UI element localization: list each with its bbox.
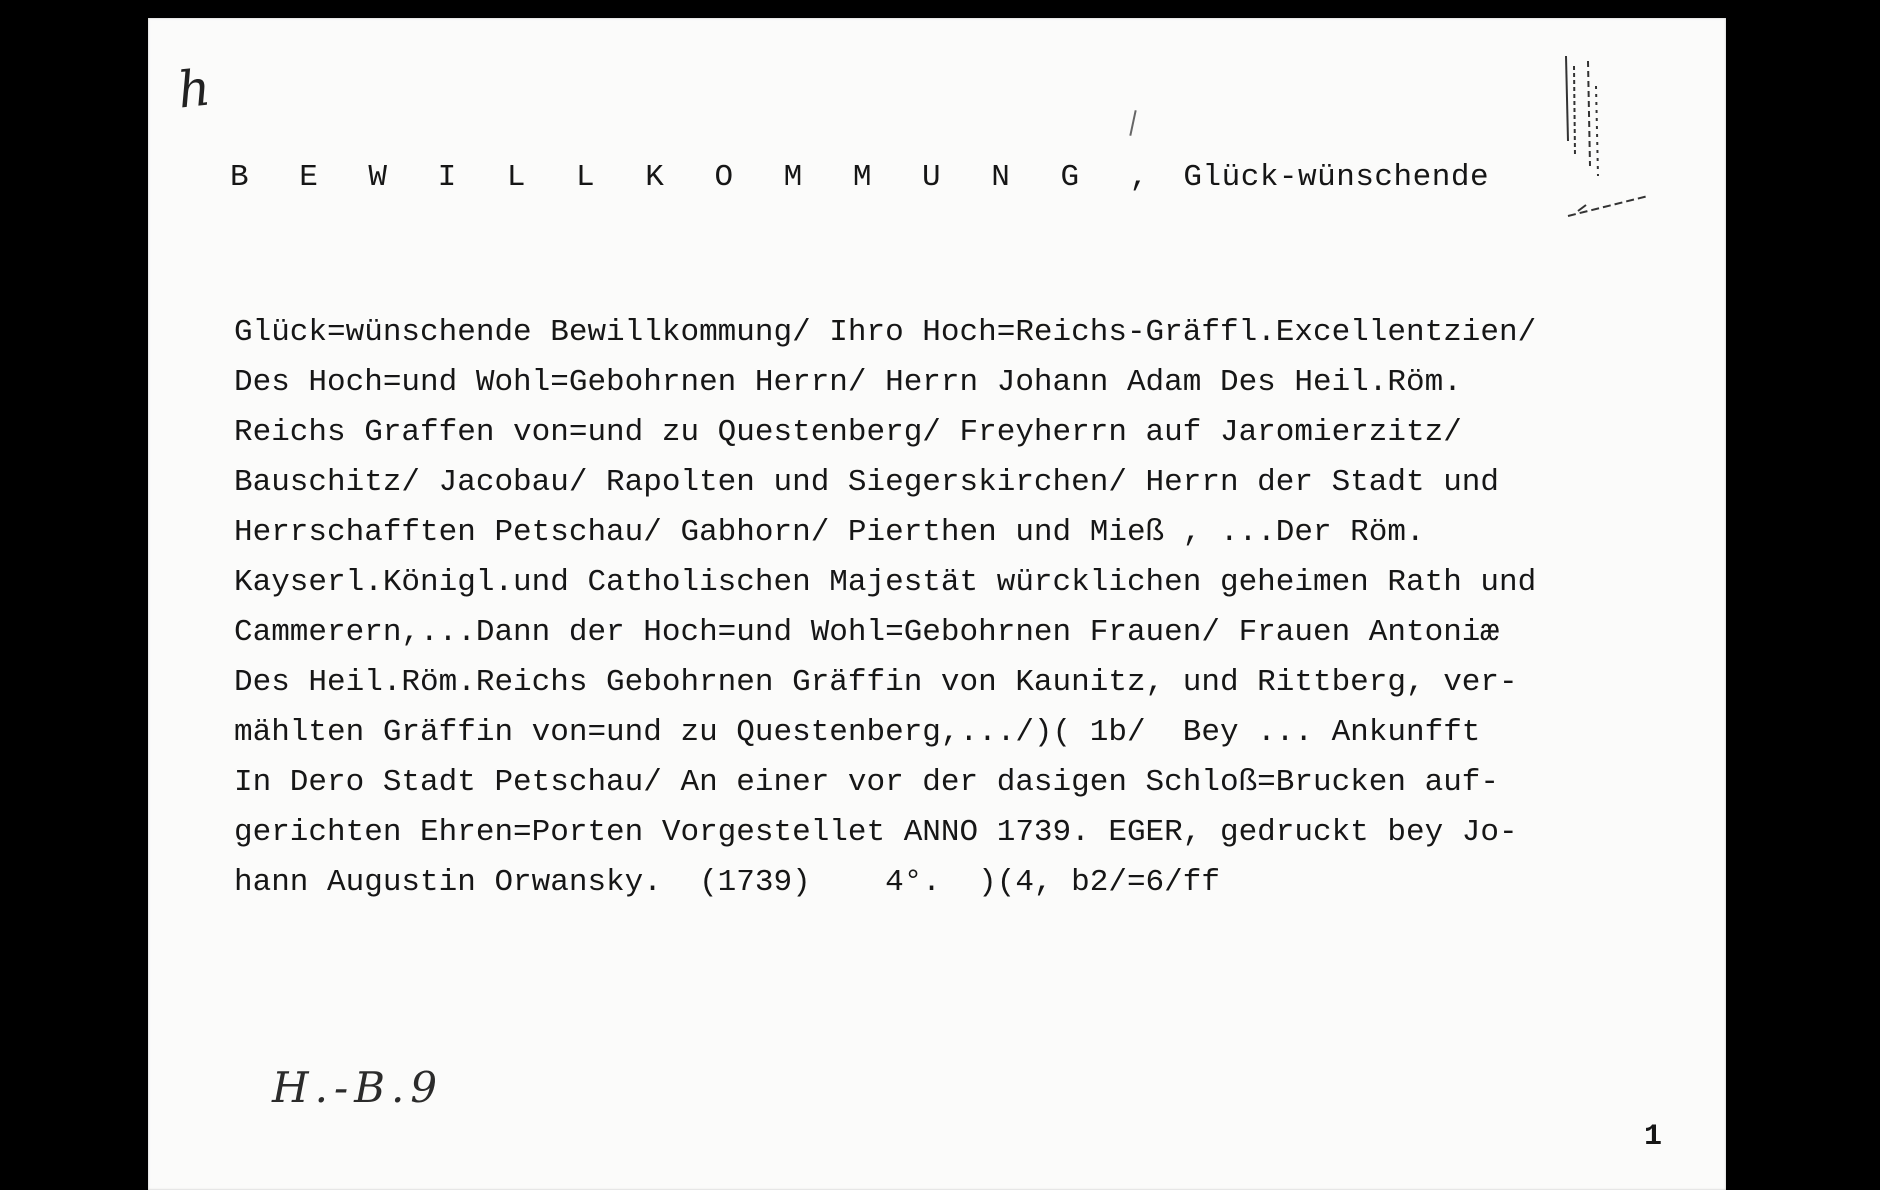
catalog-card	[148, 18, 1726, 1190]
scan-artifact-marks	[1548, 46, 1698, 246]
body-line: Des Hoch=und Wohl=Gebohrnen Herrn/ Herrn Johann Adam Des Heil.Röm.	[234, 365, 1462, 400]
body-line: hann Augustin Orwansky. (1739) 4°. )(4, b2/=6/ff	[234, 865, 1220, 900]
pencil-tick-mark	[1129, 110, 1136, 136]
body-line: Cammerern,...Dann der Hoch=und Wohl=Gebohrnen Frauen/ Frauen Antoniæ	[234, 615, 1500, 650]
handwritten-mark-top: h	[175, 58, 214, 120]
card-title	[230, 160, 1489, 195]
body-line: Kayserl.Königl.und Catholischen Majestät würcklichen geheimen Rath und	[234, 565, 1537, 600]
card-title-spaced: B E W I L L K O M M U N G ,	[230, 160, 1165, 195]
card-body-text	[234, 308, 1674, 908]
body-line: Bauschitz/ Jacobau/ Rapolten und Siegerskirchen/ Herrn der Stadt und	[234, 465, 1500, 500]
page-number: 1	[1644, 1120, 1663, 1154]
body-line: Herrschafften Petschau/ Gabhorn/ Pierthen und Mieß , ...Der Röm.	[234, 515, 1425, 550]
body-line: Des Heil.Röm.Reichs Gebohrnen Gräffin von Kaunitz, und Rittberg, ver-	[234, 665, 1518, 700]
body-line: mählten Gräffin von=und zu Questenberg,.../)( 1b/ Bey ... Ankunfft	[234, 715, 1481, 750]
card-title-rest: Glück-wünschende	[1183, 160, 1490, 195]
body-line: gerichten Ehren=Porten Vorgestellet ANNO 1739. EGER, gedruckt bey Jo-	[234, 815, 1518, 850]
body-line: Glück=wünschende Bewillkommung/ Ihro Hoch=Reichs-Gräffl.Excellentzien/	[234, 315, 1537, 350]
body-line: Reichs Graffen von=und zu Questenberg/ Freyherrn auf Jaromierzitz/	[234, 415, 1462, 450]
body-line: In Dero Stadt Petschau/ An einer vor der dasigen Schloß=Brucken auf-	[234, 765, 1500, 800]
handwritten-shelfmark: H.-B.9	[272, 1063, 444, 1112]
